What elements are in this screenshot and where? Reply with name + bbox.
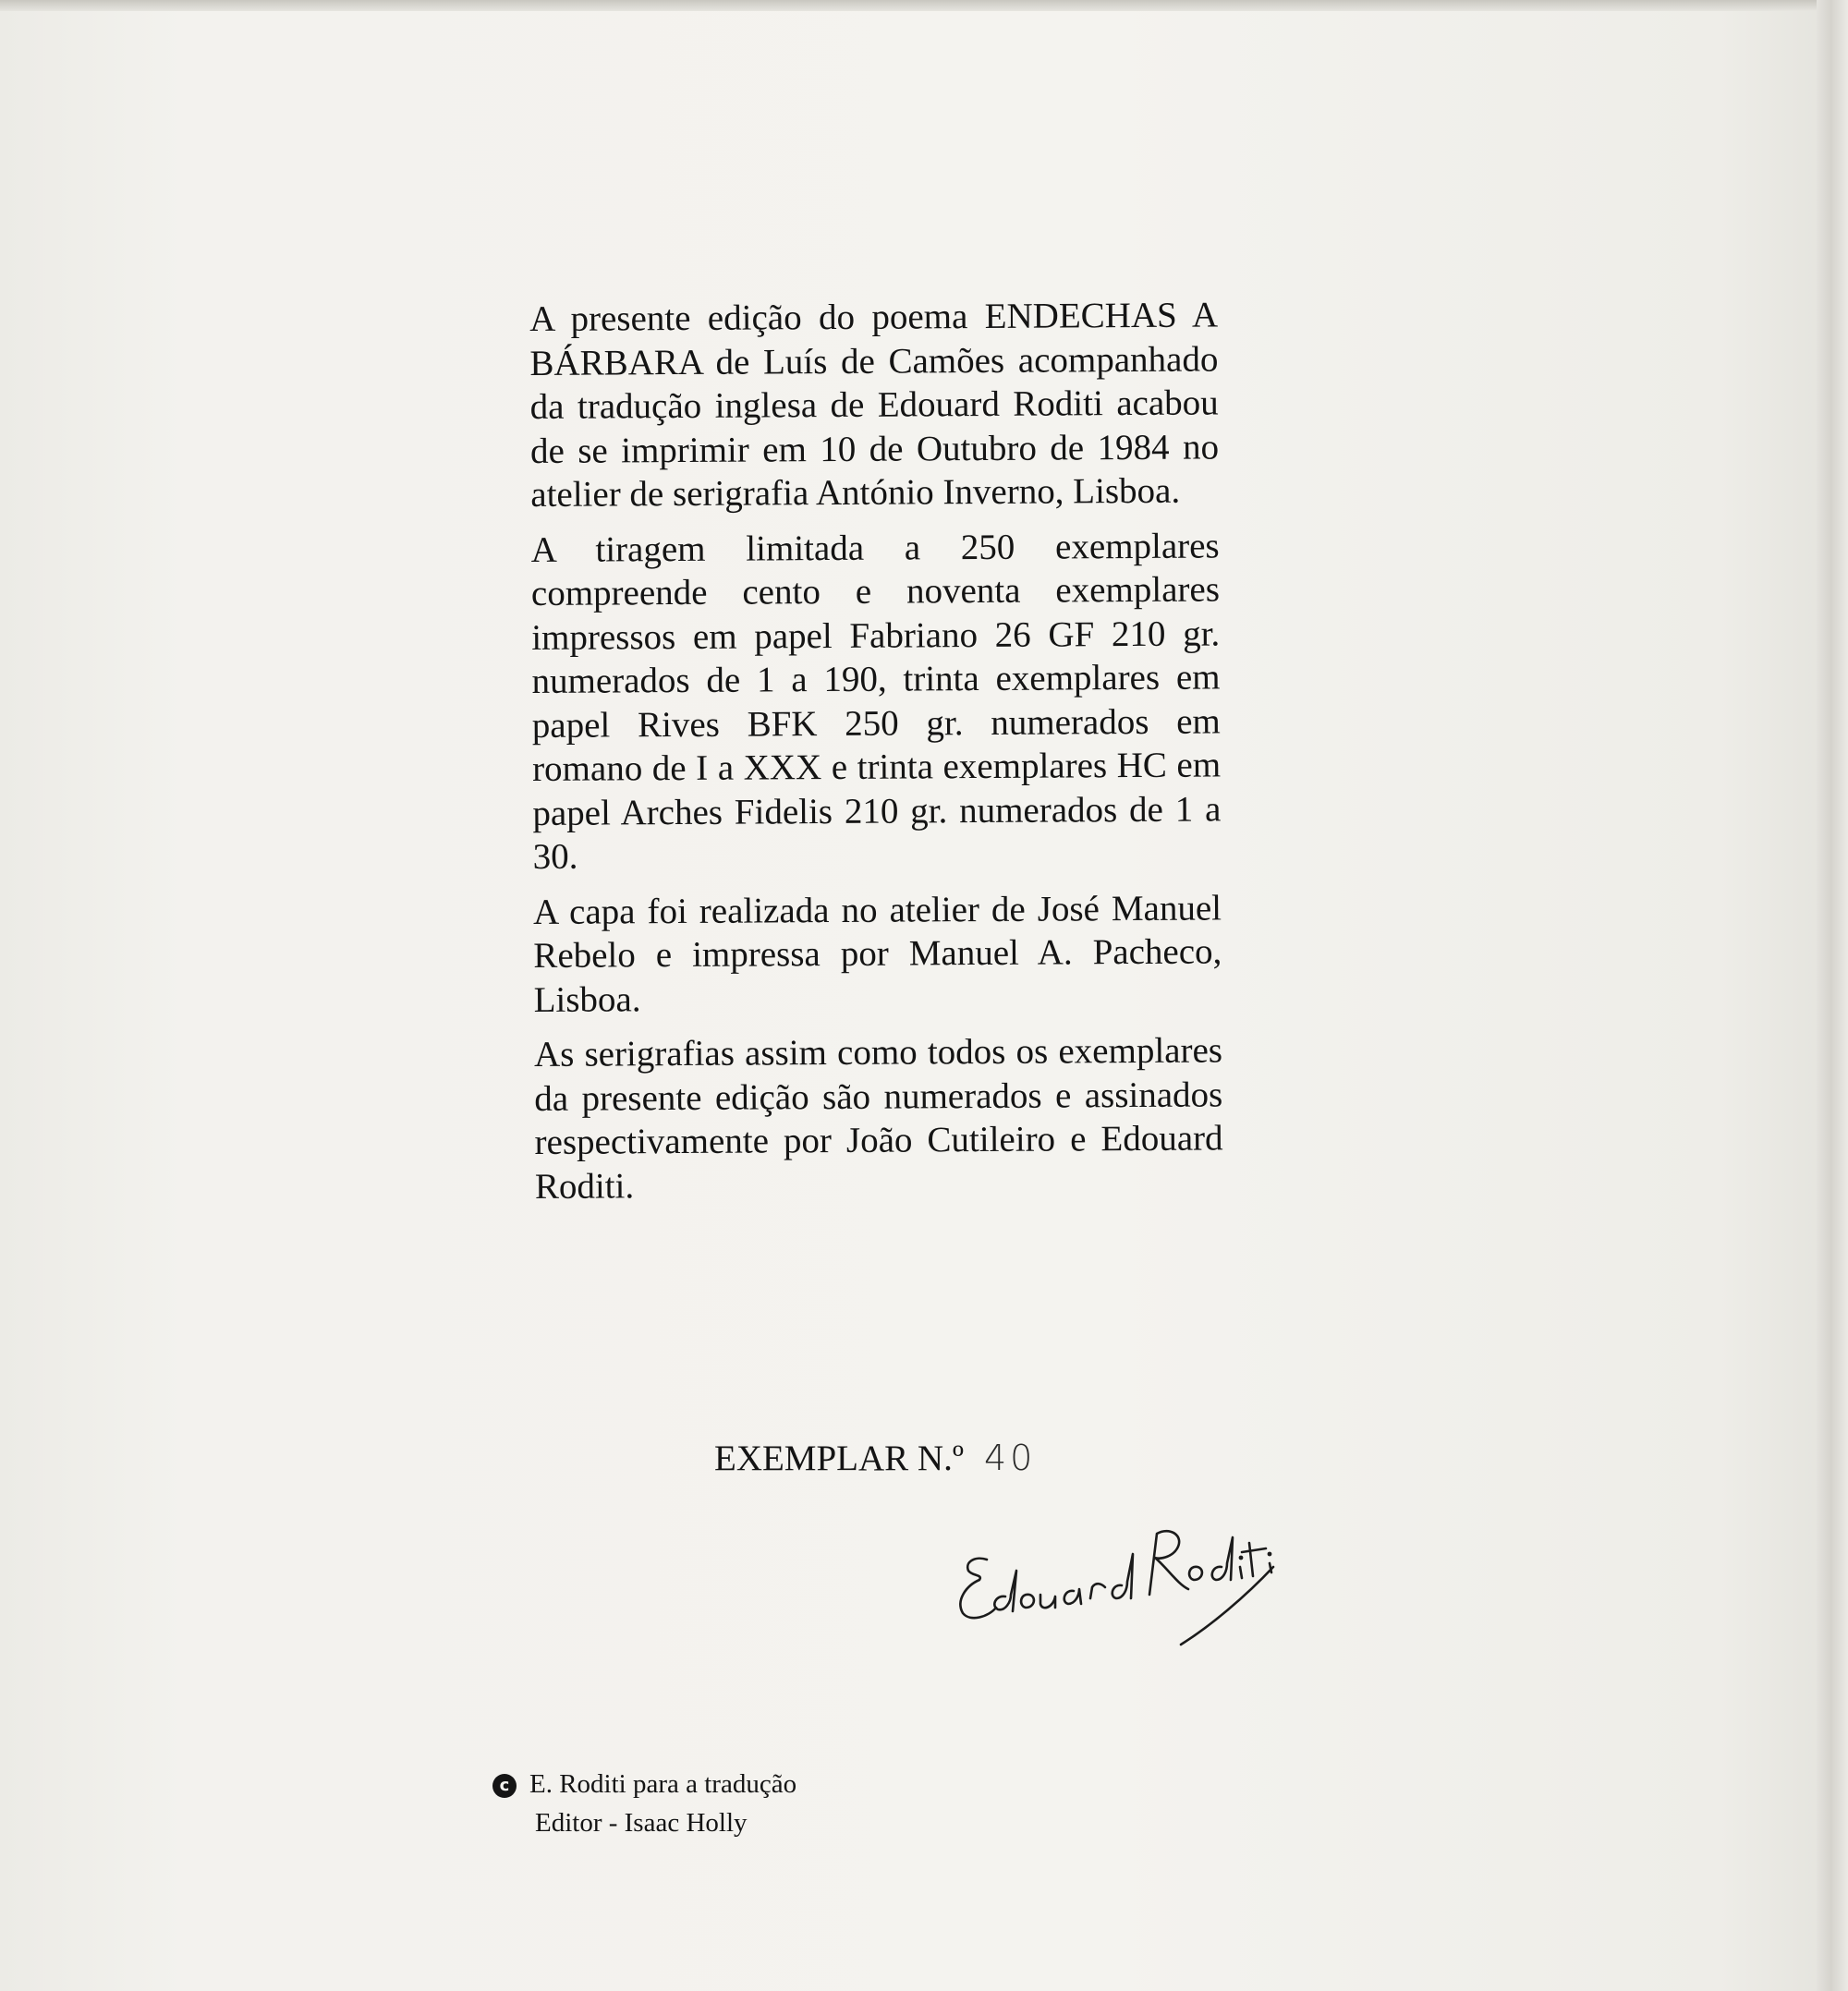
handwritten-signature xyxy=(952,1515,1284,1654)
copy-number-line xyxy=(714,1438,1036,1479)
copy-number-label: EXEMPLAR N.º xyxy=(714,1439,964,1478)
page-top-edge xyxy=(0,0,1848,11)
copy-number-handwritten: 40 xyxy=(983,1438,1037,1478)
colophon-paragraph-cover: A capa foi realizada no atelier de José Manuel Rebelo e impressa por Manuel A. Pacheco, Lisboa. xyxy=(532,887,1222,1020)
copyright-text: E. Roditi para a tradução xyxy=(529,1769,797,1799)
colophon-paragraph-printing: A presente edição do poema ENDECHAS A BÁRBARA de Luís de Camões acompanhado da tradução inglesa de Edouard Roditi acabou de se imprimir em 10 de Outubro de 1984 no atelier de serigrafia António Inverno, Lisboa. xyxy=(529,295,1220,515)
publisher-footer xyxy=(492,1765,796,1842)
signature-text: Edouard Roditi xyxy=(952,1515,958,1516)
copyright-symbol: c xyxy=(492,1774,517,1798)
colophon-paragraph-edition-size: A tiragem limitada a 250 exemplares compreende cento e noventa exemplares impressos em papel Fabriano 26 GF 210 gr. numerados de 1 a 190, trinta exemplares em papel Rives BFK 250 gr. numerados em romano de I a XXX e trinta exemplares HC em papel Arches Fidelis 210 gr. numerados de 1 a 30. xyxy=(530,525,1222,877)
copyright-line xyxy=(492,1765,796,1803)
page-binding-edge xyxy=(1817,0,1848,1991)
editor-line: Editor - Isaac Holly xyxy=(535,1808,748,1838)
colophon-paragraph-signatures: As serigrafias assim como todos os exemplares da presente edição são numerados e assinados respectivamente por João Cutileiro e Edouard Roditi. xyxy=(533,1030,1223,1207)
colophon-text xyxy=(529,293,1223,1220)
